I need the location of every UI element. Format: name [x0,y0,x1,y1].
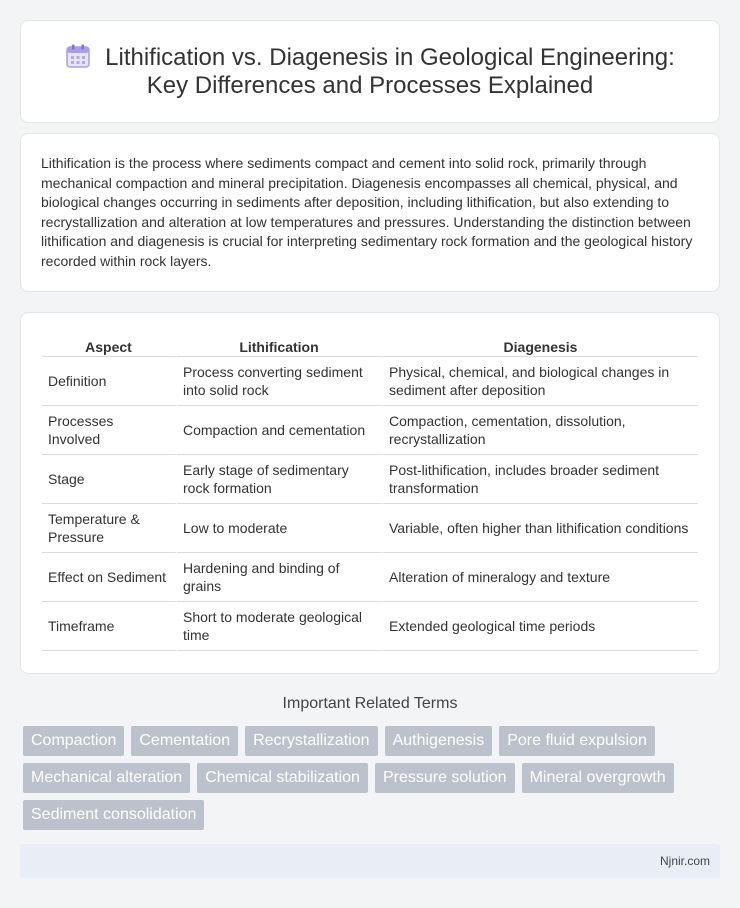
tag-mechanical-alteration[interactable]: Mechanical alteration [23,763,190,793]
tag-sediment-consolidation[interactable]: Sediment consolidation [23,800,204,830]
title-line-1: Lithification vs. Diagenesis in Geological Engineering: [105,44,675,71]
tag-compaction[interactable]: Compaction [23,726,124,756]
cell-lithification: Early stage of sedimentary rock formation [177,455,383,504]
table-row [42,553,698,602]
header-aspect: Aspect [42,335,177,357]
cell-lithification: Short to moderate geological time [177,602,383,651]
cell-diagenesis: Alteration of mineralogy and texture [383,553,698,602]
cell-lithification: Compaction and cementation [177,406,383,455]
cell-aspect: Processes Involved [42,406,177,455]
intro-card [20,133,720,292]
header-card [20,20,720,123]
intro-paragraph: Lithification is the process where sediments compact and cement into solid rock, primarily through mechanical compaction and mineral precipitation. Diagenesis encompasses all chemical, physical, and biological changes occurring in sediments after deposition, including lithification, but also extending to recrystallization and alteration at low temperatures and pressures. Understanding the distinction between lithification and diagenesis is crucial for interpreting sedimentary rock formation and the geological history recorded within rock layers. [41,155,693,269]
table-row [42,406,698,455]
tag-pressure-solution[interactable]: Pressure solution [375,763,515,793]
header-lithification: Lithification [177,335,383,357]
tag-mineral-overgrowth[interactable]: Mineral overgrowth [522,763,674,793]
table-row [42,602,698,651]
cell-diagenesis: Physical, chemical, and biological changes in sediment after deposition [383,357,698,406]
table-row [42,455,698,504]
tag-recrystallization[interactable]: Recrystallization [245,726,377,756]
cell-lithification: Low to moderate [177,504,383,553]
comparison-card [20,312,720,674]
footer-site-link[interactable]: Njnir.com [659,854,710,868]
cell-aspect: Effect on Sediment [42,553,177,602]
tag-cementation[interactable]: Cementation [131,726,238,756]
cell-lithification: Hardening and binding of grains [177,553,383,602]
cell-diagenesis: Compaction, cementation, dissolution, recrystallization [383,406,698,455]
related-terms-list [23,726,703,830]
table-row [42,504,698,553]
tag-chemical-stabilization[interactable]: Chemical stabilization [197,763,368,793]
cell-aspect: Temperature & Pressure [42,504,177,553]
related-terms-heading: Important Related Terms [282,695,458,712]
cell-aspect: Definition [42,357,177,406]
cell-aspect: Stage [42,455,177,504]
tag-pore-fluid-expulsion[interactable]: Pore fluid expulsion [499,726,655,756]
title-line-2: Key Differences and Processes Explained [146,72,594,99]
footer [20,844,720,878]
comparison-table [42,335,698,651]
cell-aspect: Timeframe [42,602,177,651]
cell-diagenesis: Post-lithification, includes broader sediment transformation [383,455,698,504]
calendar-icon [65,43,91,69]
cell-diagenesis: Extended geological time periods [383,602,698,651]
table-row [42,357,698,406]
tag-authigenesis[interactable]: Authigenesis [385,726,493,756]
header-diagenesis: Diagenesis [383,335,698,357]
table-header-row [42,335,698,357]
cell-diagenesis: Variable, often higher than lithification conditions [383,504,698,553]
cell-lithification: Process converting sediment into solid rock [177,357,383,406]
page-title [65,43,675,100]
